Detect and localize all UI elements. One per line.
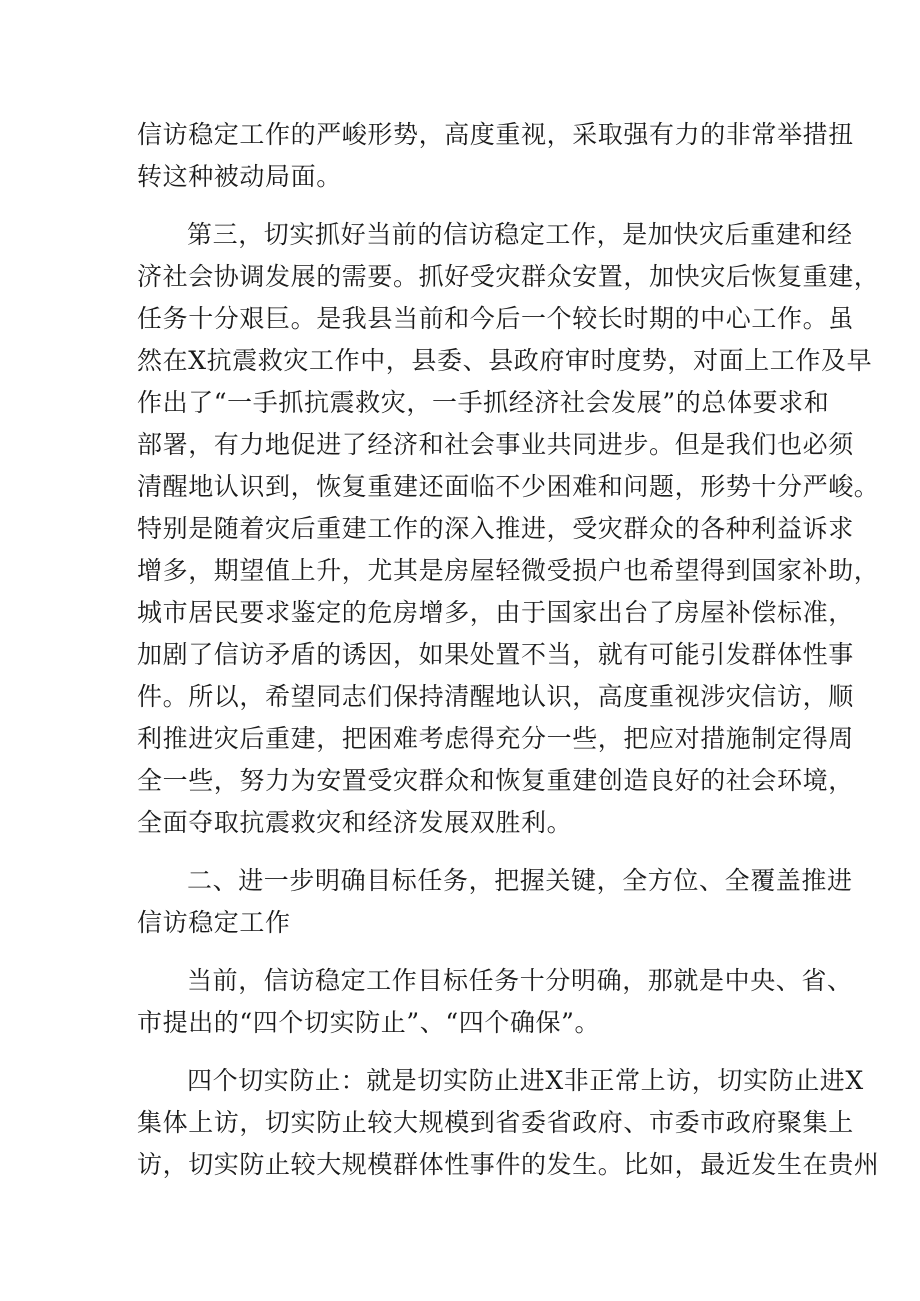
text-line: 转这种被动局面。 xyxy=(137,162,342,191)
text-line: 第三，切实抓好当前的信访稳定工作，是加快灾后重建和经 xyxy=(187,220,853,249)
text-line: 清醒地认识到，恢复重建还面临不少困难和问题，形势十分严峻。 xyxy=(137,472,880,501)
section-heading-line: 信访稳定工作 xyxy=(137,908,291,937)
text-line: 增多，期望值上升，尤其是房屋轻微受损户也希望得到国家补助， xyxy=(137,556,880,585)
text-line: 部署，有力地促进了经济和社会事业共同进步。但是我们也必须 xyxy=(137,430,854,459)
text-line: 城市居民要求鉴定的危房增多，由于国家出台了房屋补偿标准， xyxy=(137,598,854,627)
text-line: 市提出的“四个切实防止”、“四个确保”。 xyxy=(137,1008,601,1037)
text-line: 访，切实防止较大规模群体性事件的发生。比如，最近发生在贵州 xyxy=(137,1150,880,1179)
text-line: 四个切实防止：就是切实防止进X非正常上访，切实防止进X xyxy=(187,1066,864,1095)
text-line: 件。所以，希望同志们保持清醒地认识，高度重视涉灾信访，顺 xyxy=(137,682,854,711)
text-line: 加剧了信访矛盾的诱因，如果处置不当，就有可能引发群体性事 xyxy=(137,640,854,669)
text-line: 作出了“一手抓抗震救灾，一手抓经济社会发展”的总体要求和 xyxy=(137,388,830,417)
text-line: 然在X抗震救灾工作中，县委、县政府审时度势，对面上工作及早 xyxy=(137,346,873,375)
text-line: 济社会协调发展的需要。抓好受灾群众安置，加快灾后恢复重建， xyxy=(137,262,880,291)
text-line: 利推进灾后重建，把困难考虑得充分一些，把应对措施制定得周 xyxy=(137,724,854,753)
text-line: 集体上访，切实防止较大规模到省委省政府、市委市政府聚集上 xyxy=(137,1108,854,1137)
text-line: 全一些，努力为安置受灾群众和恢复重建创造良好的社会环境， xyxy=(137,766,854,795)
text-line: 当前，信访稳定工作目标任务十分明确，那就是中央、省、 xyxy=(187,966,853,995)
text-line: 信访稳定工作的严峻形势，高度重视，采取强有力的非常举措扭 xyxy=(137,120,854,149)
text-line: 特别是随着灾后重建工作的深入推进，受灾群众的各种利益诉求 xyxy=(137,514,854,543)
text-line: 任务十分艰巨。是我县当前和今后一个较长时期的中心工作。虽 xyxy=(137,304,854,333)
text-line: 全面夺取抗震救灾和经济发展双胜利。 xyxy=(137,808,573,837)
section-heading-line: 二、进一步明确目标任务，把握关键，全方位、全覆盖推进 xyxy=(187,866,853,895)
